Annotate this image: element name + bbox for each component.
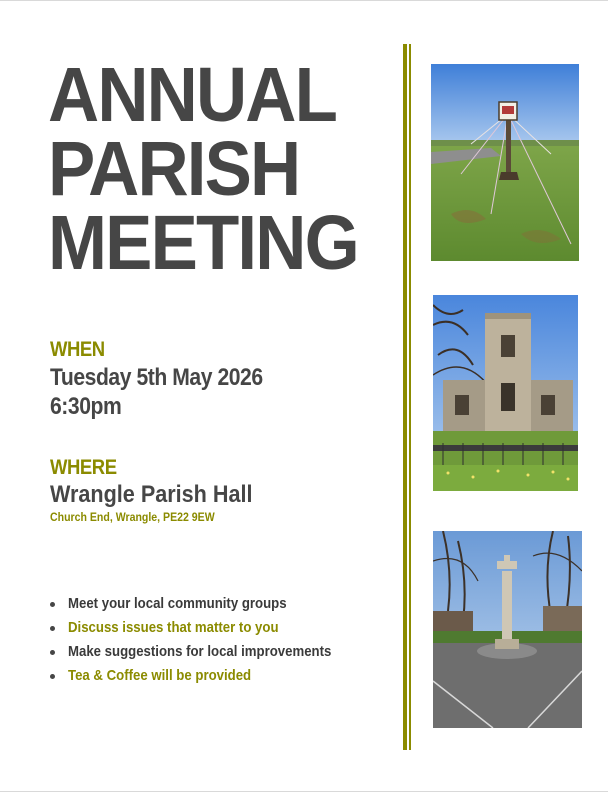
list-item: [48, 618, 367, 642]
page-top-rule: [0, 0, 608, 1]
title-line-1: ANNUAL: [48, 52, 337, 138]
list-item-text: Discuss issues that matter to you: [68, 619, 279, 636]
agenda-list: [48, 594, 367, 690]
when-label: WHEN: [50, 338, 105, 361]
title-line-3: MEETING: [48, 200, 358, 286]
war-memorial-photo: [433, 531, 582, 728]
meeting-date: Tuesday 5th May 2026: [50, 364, 263, 391]
village-sign-photo: [431, 64, 579, 261]
title-line-2: PARISH: [48, 126, 300, 212]
page-title: [48, 52, 358, 286]
list-item: [48, 594, 367, 618]
vertical-divider: [403, 44, 411, 750]
list-item-text: Make suggestions for local improvements: [68, 643, 332, 660]
bullet-icon: [50, 602, 55, 607]
bullet-icon: [50, 626, 55, 631]
venue-name: Wrangle Parish Hall: [50, 481, 253, 508]
church-photo: [433, 295, 578, 491]
bullet-icon: [50, 650, 55, 655]
page-bottom-rule: [0, 791, 608, 792]
bullet-icon: [50, 674, 55, 679]
venue-address: Church End, Wrangle, PE22 9EW: [50, 510, 215, 524]
list-item: [48, 666, 367, 690]
list-item-text: Tea & Coffee will be provided: [68, 667, 252, 684]
meeting-time: 6:30pm: [50, 393, 122, 420]
where-label: WHERE: [50, 456, 117, 479]
list-item: [48, 642, 367, 666]
list-item-text: Meet your local community groups: [68, 595, 287, 612]
